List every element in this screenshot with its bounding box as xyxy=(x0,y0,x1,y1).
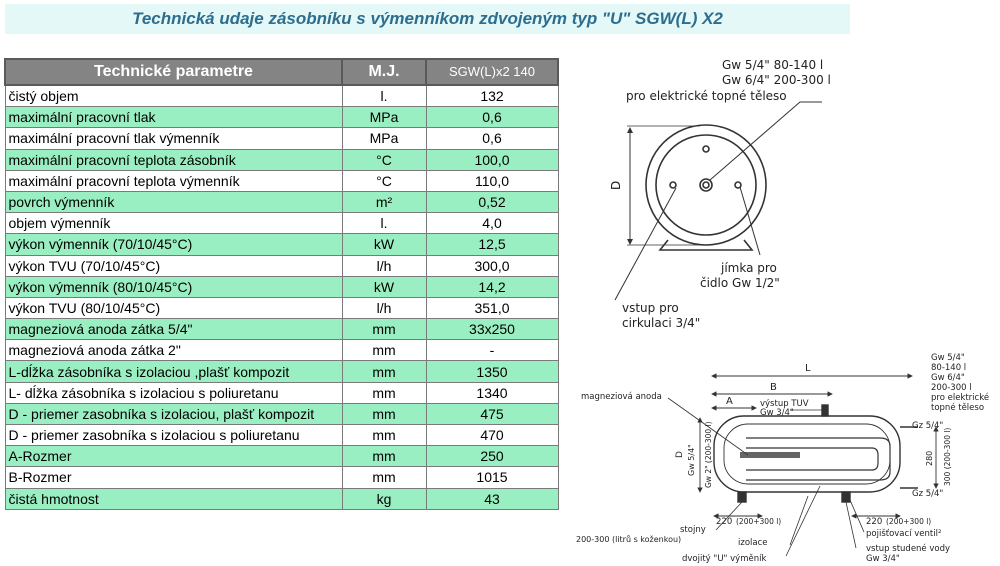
param-cell: A-Rozmer xyxy=(5,446,342,467)
side-label-stojny2: 200-300 (litrů s koženkou) xyxy=(576,535,682,544)
side-label-tuv1: výstup TUV xyxy=(760,399,809,409)
side-label-vstup2: Gw 3/4" xyxy=(866,554,900,564)
value-cell: 33x250 xyxy=(426,319,558,340)
value-cell: 0,52 xyxy=(426,191,558,212)
page-title: Technická udaje zásobníku s výmenníkom zdvojeným typ "U" SGW(L) X2 xyxy=(5,4,850,34)
unit-cell: MPa xyxy=(342,128,426,149)
unit-cell: mm xyxy=(342,467,426,488)
value-cell: 1340 xyxy=(426,382,558,403)
front-label-heater: pro elektrické topné těleso xyxy=(626,89,787,103)
value-cell: 43 xyxy=(426,488,558,509)
unit-cell: °C xyxy=(342,149,426,170)
value-cell: 110,0 xyxy=(426,170,558,191)
side-label-220-left: 220 xyxy=(716,517,733,527)
unit-cell: l. xyxy=(342,213,426,234)
unit-cell: mm xyxy=(342,425,426,446)
unit-cell: mm xyxy=(342,382,426,403)
front-label-gw1: Gw 5/4" 80-140 l xyxy=(722,58,824,72)
param-cell: D - priemer zasobníka s izolaciou, plašť kompozit xyxy=(5,403,342,424)
param-cell: objem výmenník xyxy=(5,213,342,234)
side-label-220-left-sub: (200+300 l) xyxy=(736,517,782,526)
param-cell: výkon výmenník (80/10/45°C) xyxy=(5,276,342,297)
param-cell: L-dĺžka zásobníka s izolaciou ,plašť kompozit xyxy=(5,361,342,382)
header-unit: M.J. xyxy=(342,59,426,85)
param-cell: čistý objem xyxy=(5,85,342,107)
value-cell: 475 xyxy=(426,403,558,424)
side-label-left-gw2: Gw 2" (200-300 l) xyxy=(704,421,713,488)
side-label-ventil: pojišťovací ventil² xyxy=(866,529,942,539)
side-label-gw-top1: Gw 5/4" xyxy=(931,353,965,363)
front-label-gw2: Gw 6/4" 200-300 l xyxy=(722,73,831,87)
value-cell: 132 xyxy=(426,85,558,107)
unit-cell: kg xyxy=(342,488,426,509)
value-cell: 470 xyxy=(426,425,558,446)
side-label-tuv2: Gw 3/4" xyxy=(760,408,794,418)
param-cell: výkon výmenník (70/10/45°C) xyxy=(5,234,342,255)
side-label-gw-top3: Gw 6/4" xyxy=(931,373,965,383)
param-cell: D - priemer zasobníka s izolaciou s poliuretanu xyxy=(5,425,342,446)
param-cell: maximální pracovní tlak xyxy=(5,107,342,128)
side-label-a: A xyxy=(726,396,733,407)
side-label-gw-top5: pro elektrické xyxy=(931,393,990,403)
value-cell: 12,5 xyxy=(426,234,558,255)
side-label-d: D xyxy=(675,451,685,458)
unit-cell: mm xyxy=(342,446,426,467)
magnesium-anode xyxy=(740,452,800,458)
unit-cell: l/h xyxy=(342,297,426,318)
side-label-vymenik: dvojitý "U" výměník xyxy=(682,554,767,564)
side-label-b: B xyxy=(770,382,777,393)
side-label-gw-top6: topné těleso xyxy=(931,403,985,413)
unit-cell: mm xyxy=(342,340,426,361)
unit-cell: m² xyxy=(342,191,426,212)
unit-cell: l. xyxy=(342,85,426,107)
param-cell: L- dĺžka zásobníka s izolaciou s poliuretanu xyxy=(5,382,342,403)
unit-cell: mm xyxy=(342,403,426,424)
param-cell: B-Rozmer xyxy=(5,467,342,488)
header-parameters: Technické parametre xyxy=(5,59,342,85)
unit-cell: MPa xyxy=(342,107,426,128)
side-label-220-right-sub: (200+300 l) xyxy=(886,517,932,526)
param-cell: maximální pracovní teplota výmenník xyxy=(5,170,342,191)
param-cell: maximální pracovní teplota zásobník xyxy=(5,149,342,170)
value-cell: 1350 xyxy=(426,361,558,382)
header-model: SGW(L)x2 140 xyxy=(426,59,558,85)
side-label-vstup1: vstup studené vody xyxy=(866,544,951,554)
value-cell: - xyxy=(426,340,558,361)
value-cell: 1015 xyxy=(426,467,558,488)
unit-cell: mm xyxy=(342,361,426,382)
side-label-stojny1: stojny xyxy=(680,525,706,535)
side-label-280: 280 xyxy=(925,450,934,466)
value-cell: 0,6 xyxy=(426,128,558,149)
front-label-d: D xyxy=(609,180,623,190)
unit-cell: l/h xyxy=(342,255,426,276)
unit-cell: °C xyxy=(342,170,426,191)
unit-cell: kW xyxy=(342,276,426,297)
value-cell: 100,0 xyxy=(426,149,558,170)
value-cell: 14,2 xyxy=(426,276,558,297)
param-cell: magneziová anoda zátka 5/4" xyxy=(5,319,342,340)
param-cell: čistá hmotnost xyxy=(5,488,342,509)
front-label-jimka2: čidlo Gw 1/2" xyxy=(700,276,780,290)
value-cell: 250 xyxy=(426,446,558,467)
side-label-gz-top: Gz 5/4" xyxy=(912,421,944,431)
side-label-gz-bot: Gz 5/4" xyxy=(912,489,944,499)
side-label-izolace: izolace xyxy=(738,538,768,548)
top-port-circle xyxy=(703,146,709,152)
side-label-l: L xyxy=(805,363,811,374)
param-cell: magneziová anoda zátka 2" xyxy=(5,340,342,361)
heater-port-circle xyxy=(700,179,712,191)
u-exchanger xyxy=(746,438,890,480)
value-cell: 4,0 xyxy=(426,213,558,234)
unit-cell: kW xyxy=(342,234,426,255)
side-label-220-right: 220 xyxy=(866,517,883,527)
side-label-left-gw1: Gw 5/4" xyxy=(687,444,696,476)
tank-outer-circle xyxy=(646,125,766,245)
param-cell: výkon TVU (70/10/45°C) xyxy=(5,255,342,276)
side-label-gw-top4: 200-300 l xyxy=(931,383,972,393)
param-cell: maximální pracovní tlak výmenník xyxy=(5,128,342,149)
value-cell: 351,0 xyxy=(426,297,558,318)
front-view-diagram xyxy=(615,102,822,300)
front-label-vstup1: vstup pro xyxy=(622,301,679,315)
side-label-anoda: magneziová anoda xyxy=(581,392,662,402)
side-label-gw-top2: 80-140 l xyxy=(931,363,967,373)
param-cell: povrch výmenník xyxy=(5,191,342,212)
value-cell: 0,6 xyxy=(426,107,558,128)
left-port-circle xyxy=(670,182,676,188)
front-label-jimka1: jímka pro xyxy=(721,261,777,275)
value-cell: 300,0 xyxy=(426,255,558,276)
front-label-vstup2: cirkulaci 3/4" xyxy=(622,316,701,330)
unit-cell: mm xyxy=(342,319,426,340)
side-label-300: 300 (200-300 l) xyxy=(943,427,952,486)
param-cell: výkon TVU (80/10/45°C) xyxy=(5,297,342,318)
